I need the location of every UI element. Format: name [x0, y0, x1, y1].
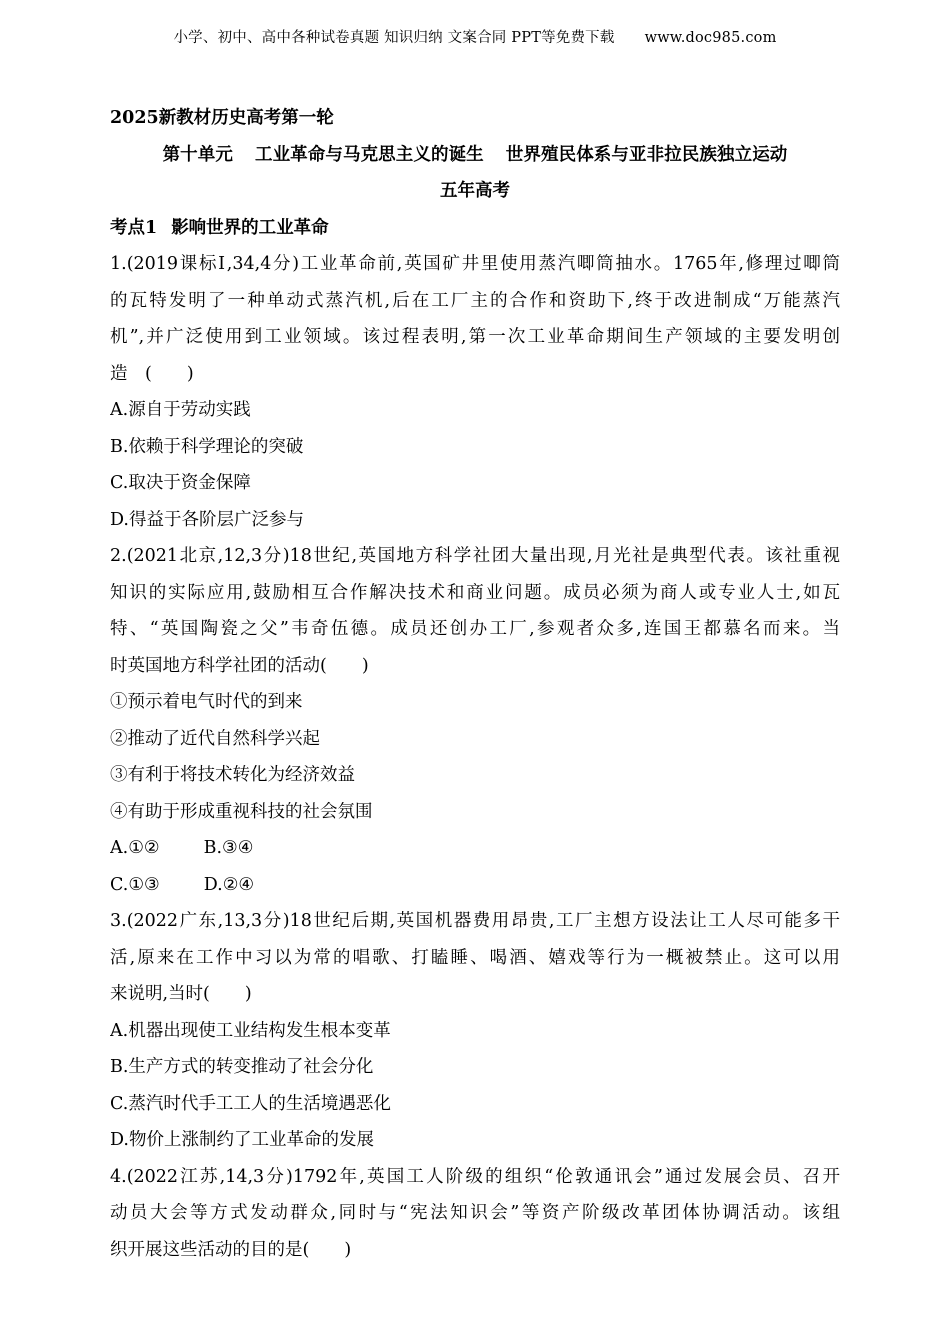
- section-title: 影响世界的工业革命: [171, 217, 329, 238]
- unit-title-part1: 第十单元: [162, 144, 233, 165]
- question-3-line: 活,原来在工作中习以为常的唱歌、打瞌睡、喝酒、嬉戏等行为一概被禁止。这可以用: [110, 947, 840, 968]
- question-1-option-c: C.取决于资金保障: [110, 473, 251, 493]
- question-2: [110, 538, 840, 903]
- question-2-options-row-2: [110, 867, 840, 904]
- question-2-option-a: A.①②: [110, 838, 160, 858]
- header-text: 小学、初中、高中各种试卷真题 知识归纳 文案合同 PPT等免费下载: [173, 30, 615, 46]
- section-heading: [110, 210, 840, 247]
- question-1-line: 1.(2019课标Ⅰ,34,4分)工业革命前,英国矿井里使用蒸汽唧筒抽水。1765年,修理过唧筒: [110, 254, 840, 274]
- question-2-option-c: C.①③: [110, 874, 160, 895]
- question-2-item-1: ①预示着电气时代的到来: [110, 692, 303, 712]
- question-1: [110, 246, 840, 538]
- question-2-item-4: ④有助于形成重视科技的社会氛围: [110, 801, 373, 822]
- question-3-option-b: B.生产方式的转变推动了社会分化: [110, 1057, 374, 1077]
- question-3-option-c: C.蒸汽时代手工工人的生活境遇恶化: [110, 1093, 391, 1114]
- question-3-line: 3.(2022广东,13,3分)18世纪后期,英国机器费用昂贵,工厂主想方设法让工人尽可能多干: [110, 911, 840, 931]
- question-2-option-b: B.③④: [203, 838, 254, 858]
- question-2-line: 知识的实际应用,鼓励相互合作解决技术和商业问题。成员必须为商人或专业人士,如瓦: [110, 582, 840, 603]
- question-4-line: 织开展这些活动的目的是( ): [110, 1239, 352, 1260]
- question-4: [110, 1159, 840, 1269]
- question-3-line: 来说明,当时( ): [110, 984, 252, 1004]
- question-2-line: 2.(2021北京,12,3分)18世纪,英国地方科学社团大量出现,月光社是典型代表。该社重视: [110, 546, 840, 566]
- question-4-line: 动员大会等方式发动群众,同时与“宪法知识会”等资产阶级改革团体协调活动。该组: [110, 1203, 840, 1223]
- series-title: 2025新教材历史高考第一轮: [110, 108, 334, 128]
- question-1-option-a: A.源自于劳动实践: [110, 400, 251, 420]
- question-2-option-d: D.②④: [203, 874, 255, 895]
- question-3: [110, 903, 840, 1159]
- question-3-option-d: D.物价上涨制约了工业革命的发展: [110, 1130, 374, 1150]
- question-1-line: 机”,并广泛使用到工业领域。该过程表明,第一次工业革命期间生产领域的主要发明创: [110, 327, 840, 347]
- question-1-option-b: B.依赖于科学理论的突破: [110, 436, 304, 457]
- question-2-item-2: ②推动了近代自然科学兴起: [110, 728, 320, 749]
- question-2-line: 特、“英国陶瓷之父”韦奇伍德。成员还创办工厂,参观者众多,连国王都慕名而来。当: [110, 619, 840, 639]
- question-4-line: 4.(2022江苏,14,3分)1792年,英国工人阶级的组织“伦敦通讯会”通过发展会员、召开: [110, 1166, 840, 1187]
- subtitle: 五年高考: [440, 181, 510, 201]
- unit-title: [110, 137, 840, 174]
- question-2-line: 时英国地方科学社团的活动( ): [110, 655, 369, 676]
- page-header: [0, 26, 950, 47]
- unit-title-part2: 工业革命与马克思主义的诞生: [254, 144, 484, 165]
- question-3-option-a: A.机器出现使工业结构发生根本变革: [110, 1020, 391, 1041]
- question-1-option-d: D.得益于各阶层广泛参与: [110, 509, 304, 530]
- question-1-line: 造 ( ): [110, 363, 194, 384]
- question-2-options-row-1: [110, 830, 840, 867]
- unit-title-part3: 世界殖民体系与亚非拉民族独立运动: [505, 144, 788, 165]
- question-1-line: 的瓦特发明了一种单动式蒸汽机,后在工厂主的合作和资助下,终于改进制成“万能蒸汽: [110, 290, 840, 311]
- question-2-item-3: ③有利于将技术转化为经济效益: [110, 765, 355, 785]
- section-label: 考点1: [110, 217, 158, 238]
- header-site-link[interactable]: www.doc985.com: [644, 30, 777, 46]
- document-body: [110, 100, 840, 1268]
